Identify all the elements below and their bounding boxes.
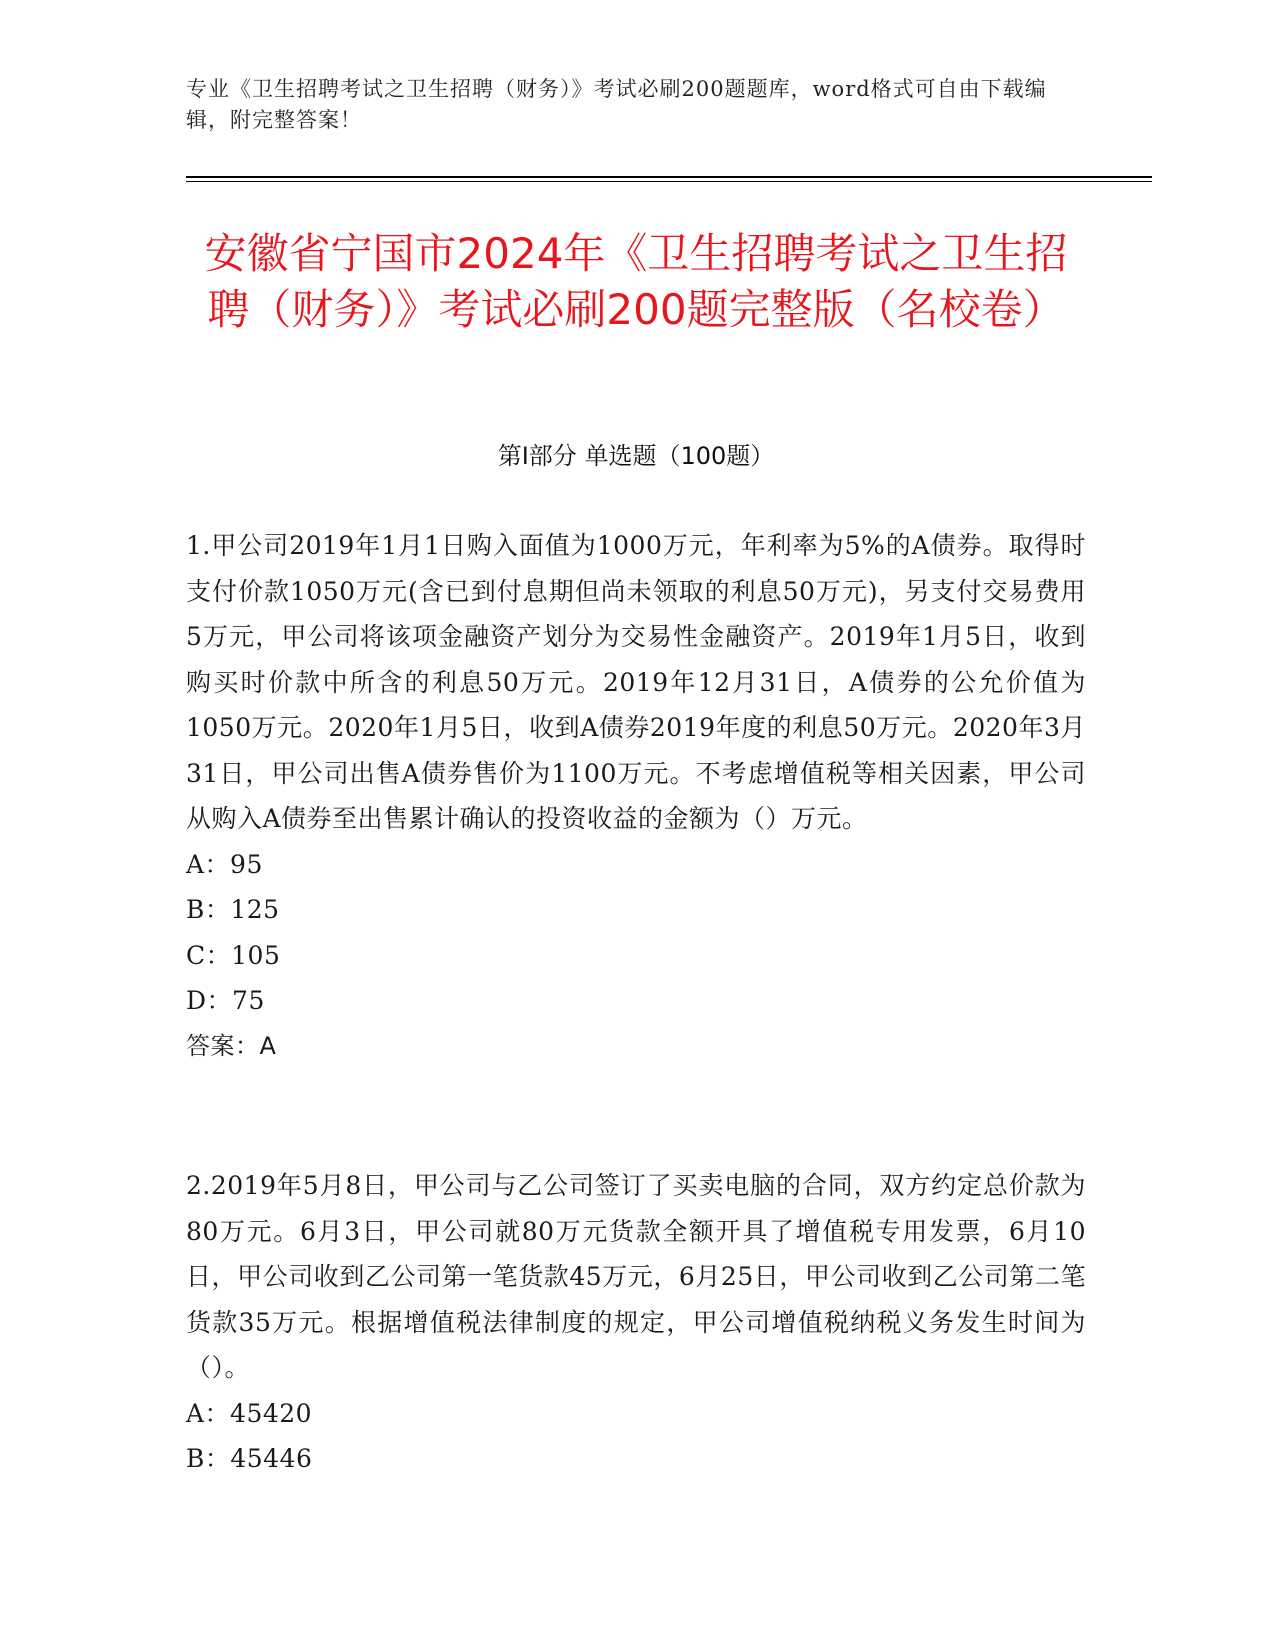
question-2-option-b: B：45446 (186, 1444, 313, 1473)
question-1-answer: 答案：A (186, 1031, 277, 1060)
header-divider-thick (186, 176, 1152, 178)
question-1-option-d: D：75 (186, 986, 265, 1015)
question-1 (186, 523, 1086, 1069)
question-2 (186, 1163, 1086, 1482)
question-1-option-a: A：95 (186, 849, 263, 879)
document-title: 安徽省宁国市2024年《卫生招聘考试之卫生招聘（财务）》考试必刷200题完整版（名校卷） (204, 229, 1068, 334)
question-1-text: 1.甲公司2019年1月1日购入面值为1000万元，年利率为5%的A债券。取得时支付价款1050万元(含已到付息期但尚未领取的利息50万元)，另支付交易费用5万元，甲公司将该项金融资产划分为交易性金融资产。2019年1月5日，收到购买时价款中所含的利息50万元。2019年12月31日，A债券的公允价值为1050万元。2020年1月5日，收到A债券2019年度的利息50万元。2020年3月31日，甲公司出售A债券售价为1100万元。不考虑增值税等相关因素，甲公司从购入A债券至出售累计确认的投资收益的金额为（）万元。 (186, 531, 1086, 833)
question-1-option-b: B：125 (186, 895, 280, 924)
header-divider-thin (186, 181, 1152, 182)
question-2-text: 2.2019年5月8日，甲公司与乙公司签订了买卖电脑的合同，双方约定总价款为80万元。6月3日，甲公司就80万元货款全额开具了增值税专用发票，6月10日，甲公司收到乙公司第一笔货款45万元，6月25日，甲公司收到乙公司第二笔货款35万元。根据增值税法律制度的规定，甲公司增值税纳税义务发生时间为（）。 (186, 1171, 1086, 1382)
question-1-option-c: C：105 (186, 940, 281, 970)
header-note: 专业《卫生招聘考试之卫生招聘（财务）》考试必刷200题题库，word格式可自由下载编辑，附完整答案！ (186, 77, 1047, 132)
question-2-option-a: A：45420 (186, 1398, 313, 1428)
section-title: 第I部分 单选题（100题） (497, 442, 775, 470)
